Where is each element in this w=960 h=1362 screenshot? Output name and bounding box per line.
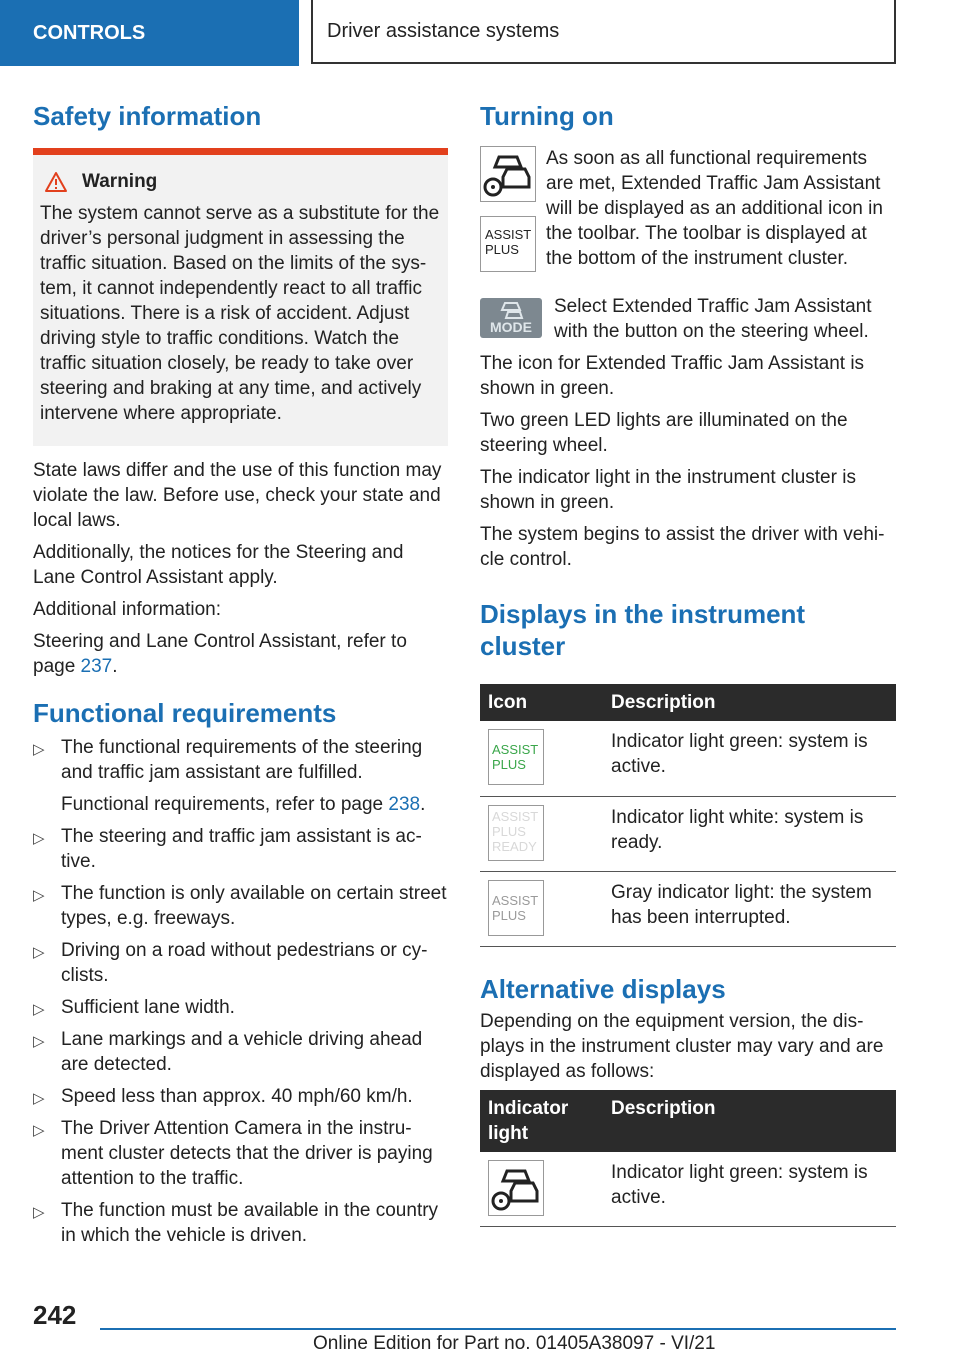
table-cell-description: Indicator light white: system is ready.: [603, 796, 896, 871]
list-item: [33, 1084, 448, 1109]
table-cell-icon: [480, 871, 603, 946]
select-text: Select Extended Traffic Jam Assistant with the button on the steering wheel.: [554, 296, 872, 342]
column-header-description: Description: [603, 684, 896, 721]
reference-suffix: .: [112, 656, 118, 677]
assist-plus-line2: PLUS: [485, 242, 519, 257]
list-item-text: Lane markings and a vehicle driving ahead are detected.: [61, 1029, 423, 1075]
assist-plus-green-icon: [488, 729, 544, 785]
alternative-table: [480, 1090, 896, 1228]
indicator-text: The indicator light in the instrument cluster is shown in green.: [480, 467, 856, 513]
turning-on-icons: [480, 146, 536, 272]
bullet-triangle-icon: ▷: [33, 944, 45, 961]
table-row: [480, 1152, 896, 1227]
section-tab: CONTROLS: [0, 0, 299, 66]
icon-line2: PLUS: [492, 757, 526, 772]
assist-plus-ready-icon: [488, 805, 544, 861]
traffic-jam-assistant-icon: [480, 146, 536, 202]
traffic-jam-assistant-icon: [488, 1160, 544, 1216]
list-item: [33, 1198, 448, 1248]
footer-divider: [100, 1328, 896, 1330]
list-item: [33, 735, 448, 817]
column-header-description: Description: [603, 1090, 896, 1152]
subitem-suffix: .: [420, 794, 426, 815]
column-header-indicator: Indicator light: [480, 1090, 603, 1152]
assist-plus-line1: ASSIST: [485, 227, 532, 242]
list-item-text: The Driver Attention Camera in the instru‐ment cluster detects that the driver is paying attention to the traffic.: [61, 1118, 433, 1189]
list-item-text: The steering and traffic jam assistant is ac‐tive.: [61, 826, 422, 872]
list-item: [33, 1116, 448, 1191]
right-column: [480, 100, 896, 1227]
table-cell-description: Gray indicator light: the system has been interrupted.: [603, 871, 896, 946]
notices-text: Additionally, the notices for the Steering and Lane Control Assistant apply.: [33, 542, 404, 588]
subitem-prefix: Functional requirements, refer to page: [61, 794, 389, 815]
mode-block: [480, 294, 896, 344]
column-header-icon: Icon: [480, 684, 603, 721]
alternative-text: Depending on the equipment version, the dis‐plays in the instrument cluster may vary and are displayed as follows:: [480, 1010, 884, 1082]
turning-on-heading: Turning on: [480, 101, 614, 131]
icon-line2: PLUS: [492, 823, 526, 839]
left-column: [33, 100, 448, 1255]
list-item: [33, 938, 448, 988]
safety-heading: Safety information: [33, 101, 262, 131]
page-link-238[interactable]: 238: [388, 794, 421, 815]
table-row: [480, 796, 896, 871]
reference-text: [33, 629, 448, 679]
table-cell-icon: [480, 796, 603, 871]
mode-label: MODE: [490, 319, 532, 335]
icon-line1: ASSIST: [492, 808, 539, 824]
chapter-title: Driver assistance systems: [311, 0, 896, 64]
functional-heading: Functional requirements: [33, 698, 337, 728]
warning-triangle-icon: [44, 171, 68, 193]
state-laws-text: State laws differ and the use of this function may violate the law. Before use, check your state and local laws.: [33, 460, 442, 531]
list-item-text: Speed less than approx. 40 mph/60 km/h.: [61, 1086, 413, 1107]
icon-line2: PLUS: [492, 907, 526, 923]
bullet-triangle-icon: ▷: [33, 741, 45, 758]
list-item: [33, 1027, 448, 1077]
list-item: [33, 995, 448, 1020]
bullet-triangle-icon: ▷: [33, 1122, 45, 1139]
displays-heading: Displays in the instrument cluster: [480, 599, 806, 661]
page-header: [0, 0, 960, 66]
warning-text: The system cannot serve as a substitute for the driver’s personal judgment in assessing the traffic situation. Based on the limits of the sys‐tem, it cannot independently react to all traffic situations. There is a risk of accident. Adjust driving style to traffic conditions. Watch the traffic situation closely, be ready to take over steering and braking at any time, and actively intervene where appropriate.: [40, 203, 440, 424]
alternative-heading: Alternative displays: [480, 973, 726, 1004]
list-item-text: The functional requirements of the steering and traffic jam assistant are fulfilled.: [61, 737, 423, 783]
icon-line1: ASSIST: [492, 742, 539, 757]
turning-on-text: As soon as all functional requirements are met, Extended Traffic Jam Assistant will be displayed as an additional icon in the toolbar. The toolbar is displayed at the bottom of the instrument cluster.: [546, 148, 883, 269]
assist-begins-text: The system begins to assist the driver with vehi‐cle control.: [480, 524, 885, 570]
table-cell-icon: [480, 721, 603, 796]
table-row: [480, 721, 896, 796]
bullet-triangle-icon: ▷: [33, 887, 45, 904]
led-text: Two green LED lights are illuminated on the steering wheel.: [480, 410, 848, 456]
bullet-triangle-icon: ▷: [33, 1090, 45, 1107]
requirements-list: [33, 735, 448, 1248]
displays-table: [480, 684, 896, 947]
icon-green-text: The icon for Extended Traffic Jam Assistant is shown in green.: [480, 353, 865, 399]
edition-text: Online Edition for Part no. 01405A38097 - VI/21: [313, 1333, 716, 1354]
page-number: 242: [33, 1300, 77, 1330]
list-item: [33, 824, 448, 874]
bullet-triangle-icon: ▷: [33, 830, 45, 847]
bullet-triangle-icon: ▷: [33, 1001, 45, 1018]
list-item-text: Driving on a road without pedestrians or cy‐clists.: [61, 940, 428, 986]
table-cell-icon: [480, 1152, 603, 1227]
additional-info-label: Additional information:: [33, 599, 221, 620]
mode-button-icon: [480, 298, 542, 338]
list-subitem: [61, 792, 448, 817]
assist-plus-gray-icon: [488, 880, 544, 936]
table-row: [480, 871, 896, 946]
assist-plus-icon: [480, 216, 536, 272]
bullet-triangle-icon: ▷: [33, 1204, 45, 1221]
list-item-text: The function must be available in the country in which the vehicle is driven.: [61, 1200, 439, 1246]
icon-line1: ASSIST: [492, 892, 539, 908]
list-item: [33, 881, 448, 931]
reference-prefix: Steering and Lane Control Assistant, refer to page: [33, 631, 407, 677]
list-item-text: The function is only available on certain street types, e.g. freeways.: [61, 883, 447, 929]
warning-box: [33, 148, 448, 446]
turning-on-block: [480, 146, 896, 272]
table-cell-description: Indicator light green: system is active.: [603, 721, 896, 796]
list-item-text: Sufficient lane width.: [61, 997, 235, 1018]
page-link-237[interactable]: 237: [80, 656, 113, 677]
icon-line3: READY: [492, 838, 537, 854]
table-cell-description: Indicator light green: system is active.: [603, 1152, 896, 1227]
warning-header: [44, 171, 442, 193]
bullet-triangle-icon: ▷: [33, 1033, 45, 1050]
warning-label: Warning: [82, 171, 158, 192]
